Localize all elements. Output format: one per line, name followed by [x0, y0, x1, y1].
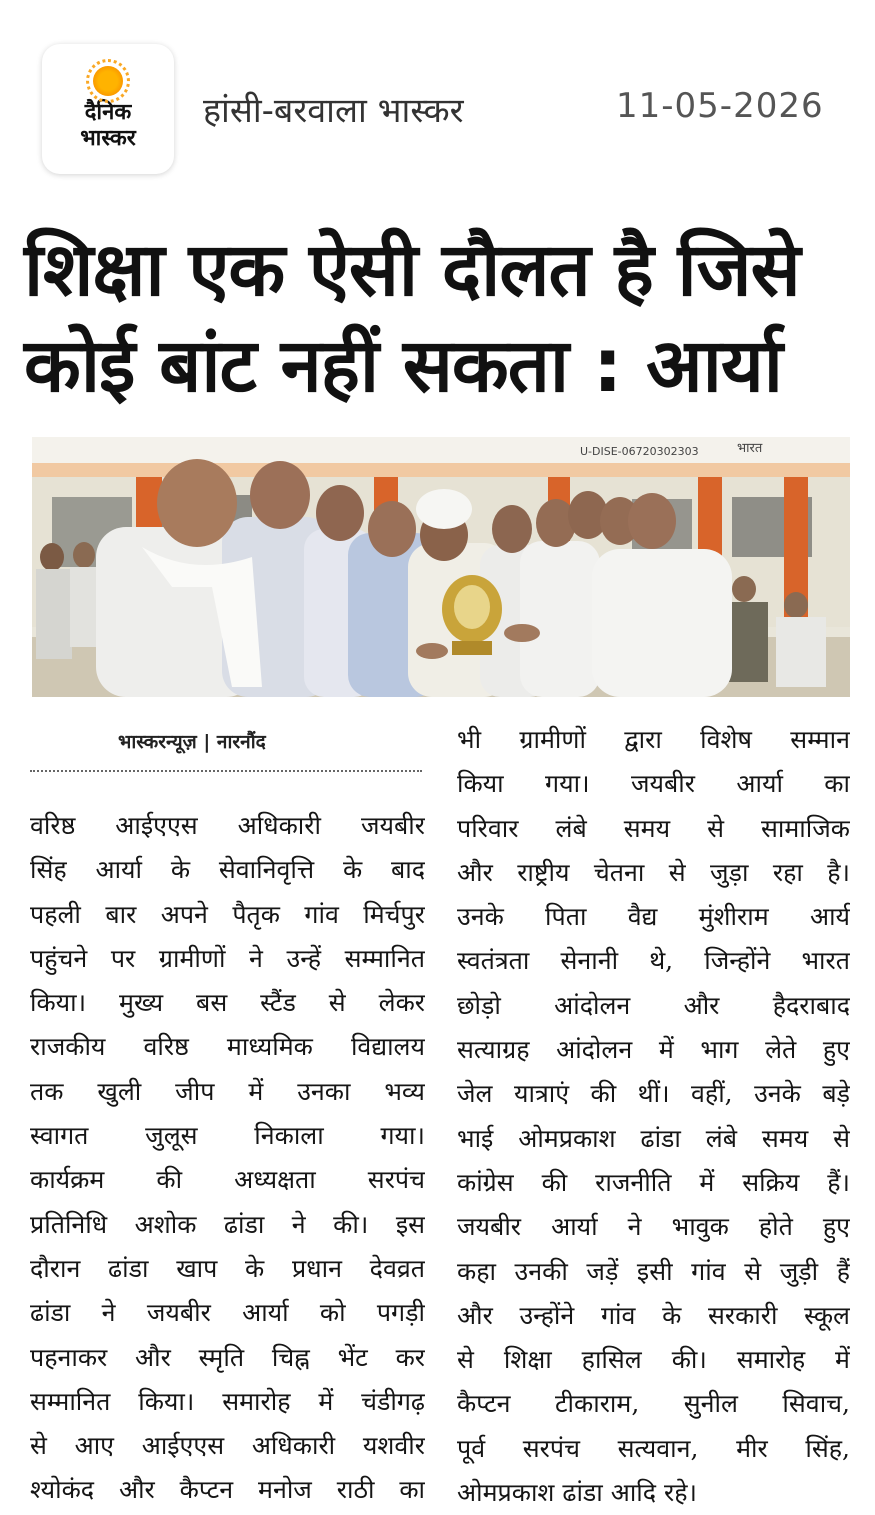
logo-text-line1: दैनिक [84, 100, 132, 125]
text-line: छोड़ो आंदोलन और हैदराबाद [457, 990, 850, 1020]
text-line: से आए आईएएस अधिकारी यशवीर [30, 1431, 425, 1461]
text-line: ओमप्रकाश ढांडा आदि रहे। [457, 1478, 697, 1508]
text-line: भाई ओमप्रकाश ढांडा लंबे समय से [457, 1123, 850, 1153]
article-byline: भास्करन्यूज़ | नारनौंद [118, 731, 266, 753]
text-line: पूर्व सरपंच सत्यवान, मीर सिंह, [457, 1433, 850, 1463]
text-line: पहनाकर और स्मृति चिह्न भेंट कर [30, 1342, 425, 1372]
text-line: और राष्ट्रीय चेतना से जुड़ा रहा है। [457, 857, 850, 887]
text-line: श्योकंद और कैप्टन मनोज राठी का [30, 1475, 425, 1505]
text-line: तक खुली जीप में उनका भव्य [30, 1076, 425, 1106]
text-line: परिवार लंबे समय से सामाजिक [457, 813, 850, 843]
text-line: दौरान ढांडा खाप के प्रधान देवव्रत [30, 1253, 425, 1283]
photo-sign-udise: U-DISE-06720302303 [580, 445, 699, 458]
article-column-right [457, 718, 850, 1515]
app-header [0, 0, 875, 200]
article-column-left [30, 804, 425, 1513]
byline-divider [30, 770, 422, 772]
text-line: जयबीर आर्या ने भावुक होते हुए [457, 1212, 850, 1242]
text-line: पहुंचने पर ग्रामीणों ने उन्हें सम्मानित [30, 943, 425, 973]
text-line: कैप्टन टीकाराम, सुनील सिवाच, [457, 1389, 850, 1419]
text-line: सम्मानित किया। समारोह में चंडीगढ़ [30, 1386, 425, 1416]
felicitation-photo-illustration [32, 437, 850, 697]
text-line: पहली बार अपने पैतृक गांव मिर्चपुर [30, 899, 425, 929]
text-line: किया। मुख्य बस स्टैंड से लेकर [30, 988, 425, 1018]
text-line: कांग्रेस की राजनीति में सक्रिय हैं। [457, 1167, 850, 1197]
text-line: और उन्होंने गांव के सरकारी स्कूल [457, 1300, 850, 1330]
text-line: से शिक्षा हासिल की। समारोह में [457, 1345, 850, 1375]
edition-date: 11-05-2026 [616, 86, 824, 126]
article-headline [24, 222, 854, 414]
logo-text-line2: भास्कर [80, 126, 136, 151]
text-line: उनके पिता वैद्य मुंशीराम आर्य [457, 902, 850, 932]
text-line: वरिष्ठ आईएएस अधिकारी जयबीर [30, 811, 425, 840]
text-line: किया गया। जयबीर आर्या का [457, 769, 850, 799]
text-line: प्रतिनिधि अशोक ढांडा ने की। इस [30, 1209, 425, 1239]
text-line: ढांडा ने जयबीर आर्या को पगड़ी [30, 1298, 425, 1328]
headline-line-2: कोई बांट नहीं सकता : आर्या [24, 323, 782, 409]
text-line: स्वागत जुलूस निकाला गया। [30, 1121, 425, 1151]
text-line: कार्यक्रम की अध्यक्षता सरपंच [30, 1165, 425, 1195]
text-line: स्वतंत्रता सेनानी थे, जिन्होंने भारत [457, 946, 850, 976]
text-line: सत्याग्रह आंदोलन में भाग लेते हुए [457, 1035, 850, 1065]
text-line: भी ग्रामीणों द्वारा विशेष सम्मान [457, 725, 850, 754]
text-line: राजकीय वरिष्ठ माध्यमिक विद्यालय [30, 1032, 425, 1062]
dainik-bhaskar-logo[interactable] [42, 44, 174, 174]
text-line: सिंह आर्या के सेवानिवृत्ति के बाद [30, 855, 425, 885]
photo-sign-bharat: भारत [737, 441, 763, 456]
article-photo [32, 437, 850, 697]
edition-title: हांसी-बरवाला भास्कर [203, 91, 464, 131]
text-line: कहा उनकी जड़ें इसी गांव से जुड़ी हैं [457, 1256, 850, 1286]
headline-line-1: शिक्षा एक ऐसी दौलत है जिसे [24, 227, 800, 313]
text-line: जेल यात्राएं की थीं। वहीं, उनके बड़े [457, 1079, 850, 1109]
sun-icon [93, 66, 123, 96]
